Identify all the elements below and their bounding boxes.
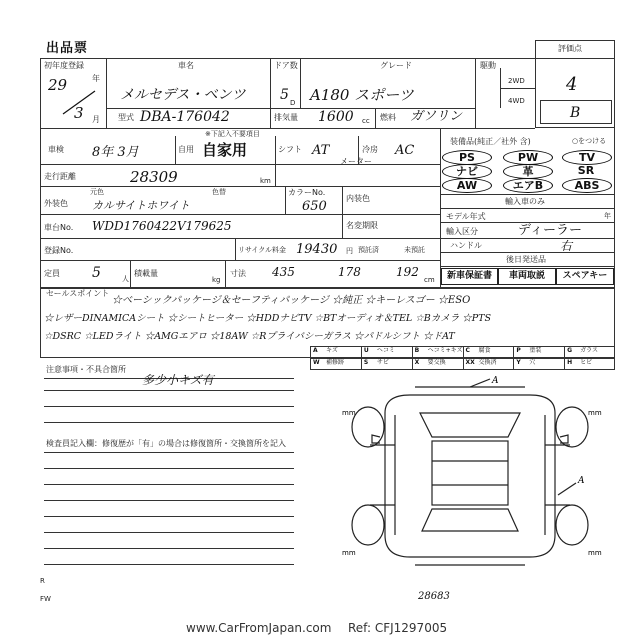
damage-key-text: ヘコミ	[376, 347, 395, 354]
model-year-unit: 年	[604, 212, 611, 220]
import-category-label: 輸入区分	[446, 227, 478, 236]
grade-value: A180 スポーツ	[310, 86, 414, 104]
car-name-label: 車名	[178, 61, 194, 70]
displacement-label: 排気量	[274, 113, 298, 122]
handle-label: ハンドル	[450, 241, 482, 250]
mm-label-rl: mm	[342, 549, 356, 557]
mark-a-side: A	[578, 476, 585, 486]
first-reg-month: 3	[74, 104, 84, 122]
dimensions-unit: cm	[424, 276, 435, 284]
equip-tv: TV	[562, 150, 612, 165]
mm-label-fr: mm	[588, 409, 602, 417]
drive-2wd: 2WD	[508, 77, 525, 85]
exterior-color-label: 外装色	[44, 199, 68, 208]
damage-key-code: W	[313, 359, 320, 366]
damage-key-text: ヘコミ+キズ	[427, 347, 463, 354]
recycle-status: 預託済	[358, 246, 379, 254]
shift-value: AT	[312, 143, 330, 158]
model-year-label: モデル年式	[446, 212, 486, 221]
import-category-value: ディーラー	[518, 223, 582, 238]
inspection-value: 8年 3月	[92, 145, 139, 160]
damage-key-code: G	[567, 347, 573, 354]
damage-key-text: サビ	[376, 359, 389, 366]
fuel-label: 燃料	[380, 113, 396, 122]
first-reg-year-unit: 年	[92, 74, 100, 83]
equip-abs: ABS	[562, 178, 612, 193]
dimensions-width: 178	[338, 265, 361, 279]
model-label: 型式	[118, 113, 134, 122]
dimensions-label: 寸法	[230, 269, 246, 278]
interior-score: B	[570, 105, 581, 121]
equip-navi: ナビ	[442, 164, 492, 179]
footer-site: www.CarFromJapan.com	[186, 621, 332, 635]
side-label-fw: FW	[40, 595, 51, 603]
load-label: 積載量	[134, 269, 158, 278]
damage-key-text: 要交換	[427, 359, 446, 366]
damage-key-code: C	[465, 347, 470, 354]
damage-key-code: Y	[516, 359, 521, 366]
exterior-color-change-label: 色替	[212, 188, 226, 196]
chassis-value: WDD1760422V179625	[92, 219, 232, 233]
inspector-label: 検査員記入欄：修復歴が「有」の場合は修復箇所・交換箇所を記入	[46, 439, 286, 448]
mileage-unit: km	[260, 177, 271, 185]
aircon-label: 冷房	[362, 145, 378, 154]
equipment-title: 装備品(純正／社外 含)	[450, 137, 531, 146]
damage-key-text: ガラス	[580, 347, 598, 354]
sales-line-2: ☆レザーDINAMICAシート ☆シートヒーター ☆HDDナビTV ☆BTオーディオ＆TEL ☆Bカメラ ☆PTS	[44, 313, 491, 324]
usage-label: 自用	[178, 145, 194, 154]
drive-label: 駆動	[480, 61, 496, 70]
sales-points-label: セールスポイント	[46, 289, 110, 298]
registration-label: 登録No.	[44, 246, 74, 255]
first-reg-label: 初年度登録	[44, 61, 84, 70]
usage-value: 自家用	[202, 141, 248, 159]
doors-value: 5	[280, 87, 289, 103]
recycle-label: リサイクル料金	[238, 246, 287, 254]
late-title: 後日発送品	[506, 255, 546, 264]
usage-caption: ※下記入不要項目	[205, 130, 260, 138]
exterior-color-value: カルサイトホワイト	[92, 199, 190, 212]
model-value: DBA-176042	[140, 109, 230, 125]
interior-color-label: 内装色	[346, 194, 370, 203]
aircon-value: AC	[395, 143, 415, 158]
inspection-label: 車検	[48, 145, 64, 154]
damage-key-code: S	[363, 359, 369, 366]
damage-key-code: U	[363, 347, 369, 354]
damage-key-code: P	[516, 347, 521, 354]
mark-a-front: A	[492, 376, 499, 386]
mileage-value: 28309	[130, 168, 178, 186]
first-reg-month-unit: 月	[92, 115, 100, 124]
equip-leather: 革	[503, 164, 553, 179]
owner-name-label: 名変期限	[346, 221, 378, 230]
displacement-unit: cc	[362, 117, 370, 125]
dimensions-length: 435	[272, 265, 295, 279]
damage-key-code: A	[313, 347, 318, 354]
displacement-value: 1600	[318, 109, 354, 125]
late-item-warranty: 新車保証書	[441, 268, 498, 285]
damage-key-code: XX	[465, 359, 475, 366]
equipment-circle-hint: ○をつける	[572, 137, 607, 145]
damage-key-text: 交換済	[478, 359, 497, 366]
grade-box-label: 評価点	[558, 44, 582, 53]
damage-key-code: X	[414, 359, 420, 366]
fuel-value: ガソリン	[410, 109, 463, 124]
damage-key-text: 塗装	[529, 347, 542, 354]
equip-aw: AW	[442, 178, 492, 193]
shift-label: シフト	[278, 145, 302, 154]
grade-label: グレード	[380, 61, 412, 70]
damage-key-text: 腐食	[478, 347, 491, 354]
notes-value: 多少小キズ有	[142, 373, 214, 387]
chassis-label: 車台No.	[44, 223, 74, 232]
recycle-status-2: 未預託	[404, 246, 425, 254]
mm-label-fl: mm	[342, 409, 356, 417]
damage-key-text: 補修跡	[326, 359, 345, 366]
load-unit: kg	[212, 276, 221, 284]
capacity-value: 5	[92, 265, 101, 281]
car-diagram	[330, 375, 610, 605]
drive-4wd: 4WD	[508, 97, 525, 105]
doors-unit: D	[290, 99, 296, 107]
damage-key-text: 穴	[529, 359, 536, 366]
sales-line-3: ☆DSRC ☆LEDライト ☆AMGエアロ ☆18AW ☆Rプライバシーガラス ☆パドルシフト ☆ドAT	[44, 331, 455, 342]
import-title: 輸入車のみ	[505, 197, 545, 206]
equip-sr: SR	[577, 164, 595, 177]
first-reg-year: 29	[48, 76, 68, 94]
capacity-unit: 人	[122, 275, 129, 283]
notes-label: 注意事項・不具合箇所	[46, 365, 126, 374]
equip-ps: PS	[442, 150, 492, 165]
damage-key-text: キズ	[326, 347, 338, 354]
damage-key-code: B	[414, 347, 420, 354]
late-item-manual: 車両取説	[498, 268, 556, 285]
damage-key-code: H	[567, 359, 573, 366]
car-name-value: メルセデス・ベンツ	[120, 87, 246, 103]
color-no-value: 650	[302, 199, 327, 214]
diagram-number: 28683	[418, 591, 450, 602]
late-item-spare-key: スペアキー	[556, 268, 614, 285]
recycle-unit: 円	[346, 247, 353, 255]
equip-airbag: エアB	[503, 178, 553, 193]
first-reg-slash	[55, 88, 100, 118]
grade-score: 4	[566, 74, 578, 95]
doors-label: ドア数	[274, 61, 298, 70]
handle-value: 右	[560, 239, 573, 253]
dimensions-height: 192	[396, 265, 419, 279]
exterior-original-label: 元色	[90, 188, 104, 196]
color-no-label: カラーNo.	[288, 188, 326, 197]
sheet-title: 出品票	[46, 41, 89, 56]
equip-pw: PW	[503, 150, 553, 165]
side-label-r: R	[40, 577, 45, 585]
recycle-value: 19430	[296, 242, 338, 257]
footer-ref: Ref: CFJ1297005	[348, 621, 448, 635]
mm-label-rr: mm	[588, 549, 602, 557]
mileage-label: 走行距離	[44, 172, 76, 181]
meter-label: メーター	[340, 157, 372, 166]
damage-key-text: ヒビ	[580, 359, 593, 366]
sales-line-1: ☆ベーシックパッケージ＆セーフティパッケージ ☆純正 ☆キーレスゴー ☆ESO	[112, 295, 471, 306]
capacity-label: 定員	[44, 269, 60, 278]
